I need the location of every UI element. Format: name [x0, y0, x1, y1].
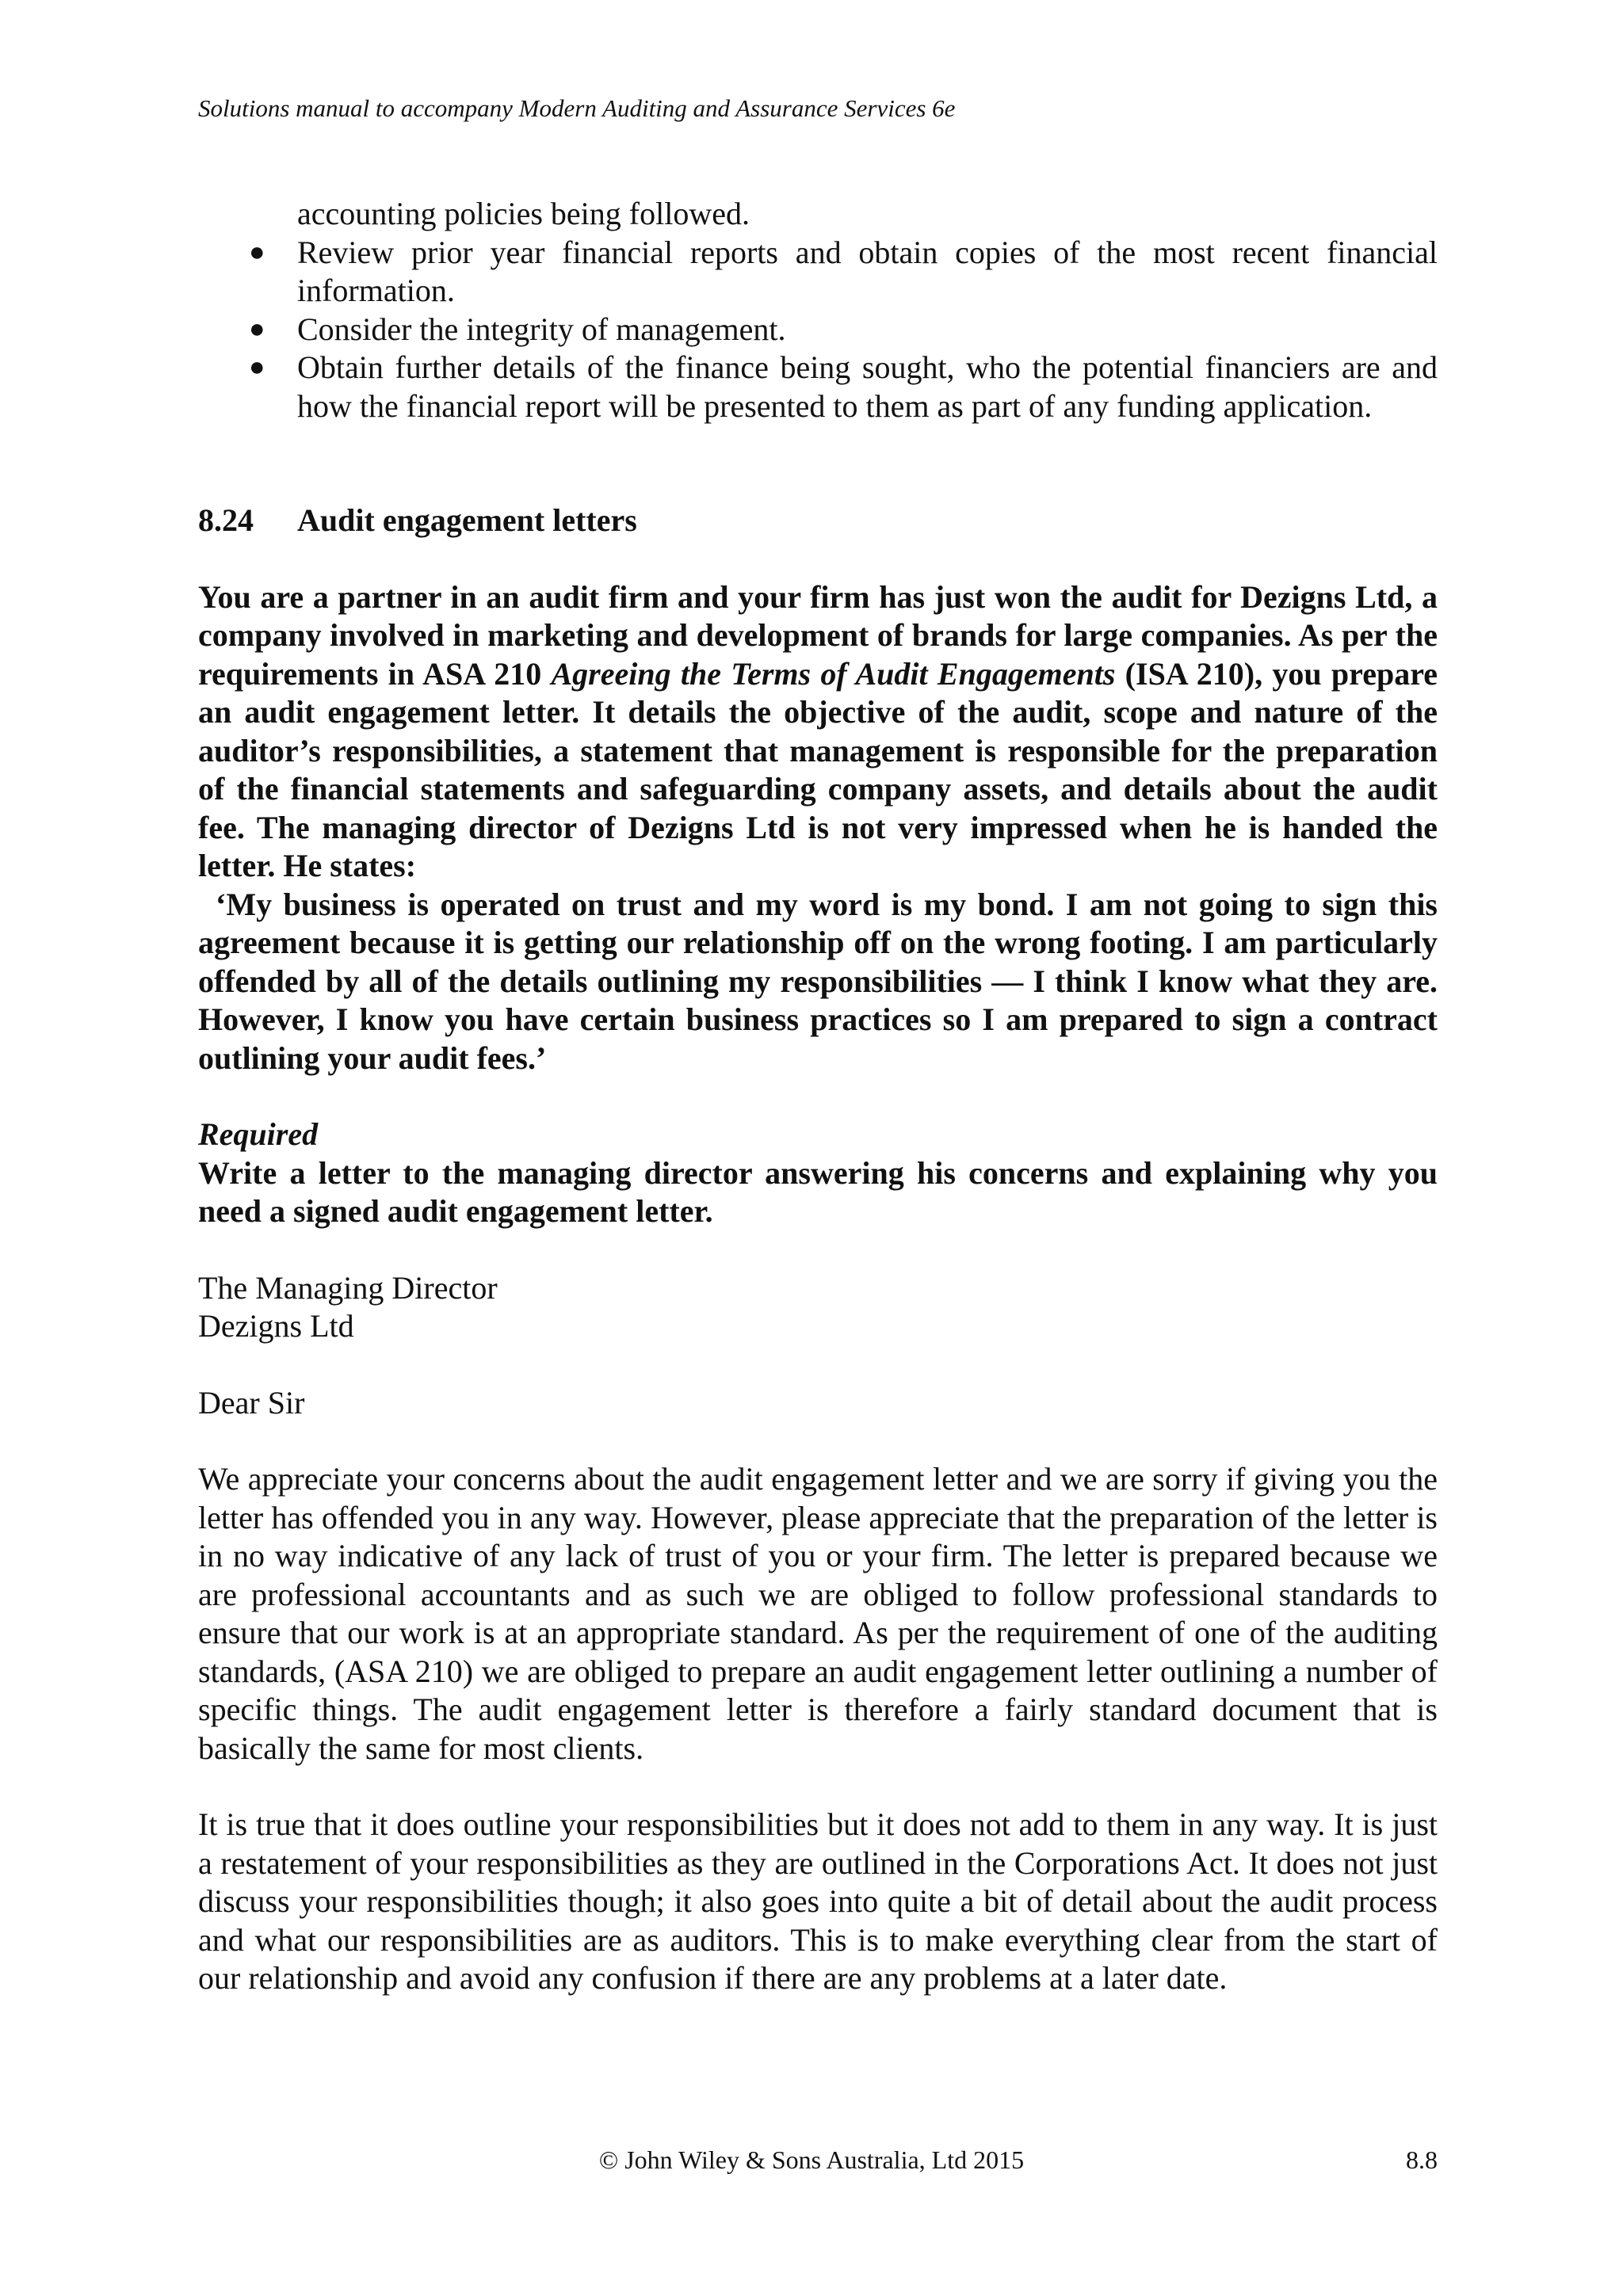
question-text [198, 578, 1438, 886]
list-item [198, 234, 1438, 311]
addressee-line-1: The Managing Director [198, 1269, 498, 1306]
list-item-text: accounting policies being followed. [297, 196, 750, 231]
page-number: 8.8 [1406, 2145, 1438, 2174]
page-content [198, 195, 1438, 1998]
section-heading [198, 502, 1438, 540]
footer-copyright: © John Wiley & Sons Australia, Ltd 2015 [598, 2145, 1025, 2174]
running-header: Solutions manual to accompany Modern Auditing and Assurance Services 6e [198, 94, 956, 122]
letter-paragraph-2: It is true that it does outline your responsibilities but it does not add to them in any way. It is just a restatement of your responsibilities as they are outlined in the Corporations Act. It does not just discuss your responsibilities though; it also goes into quite a bit of detail about the audit process and what our responsibilities are as auditors. This is to make everything clear from the start of our relationship and avoid any confusion if there are any problems at a later date. [198, 1806, 1438, 1996]
list-item-text: Consider the integrity of management. [297, 311, 786, 347]
bullet-list [198, 195, 1438, 425]
letter-paragraph-1: We appreciate your concerns about the audit engagement letter and we are sorry if giving you the letter has offended you in any way. However, please appreciate that the preparation of the letter is in no way indicative of any lack of trust of you or your firm. The letter is prepared because we are professional accountants and as such we are obliged to follow professional standards to ensure that our work is at an appropriate standard. As per the requirement of one of the auditing standards, (ASA 210) we are obliged to prepare an audit engagement letter outlining a number of specific things. The audit engagement letter is therefore a fairly standard document that is basically the same for most clients. [198, 1461, 1438, 1766]
list-item [198, 311, 1438, 349]
bullet-icon: ● [249, 353, 265, 382]
required-text: Write a letter to the managing director answering his concerns and explaining why you need a signed audit engagement letter. [198, 1154, 1438, 1229]
bullet-icon: ● [249, 314, 265, 344]
director-quote: ‘My business is operated on trust and my word is my bond. I am not going to sign this agreement because it is getting our relationship off on the wrong footing. I am particularly offended by all of the details outlining my responsibilities — I think I know what they are. However, I know you have certain business practices so I am prepared to sign a contract outlining your audit fees.’ [198, 886, 1438, 1076]
list-item-text: Obtain further details of the finance being sought, who the potential financiers are and how the financial report will be presented to them as part of any funding application. [297, 349, 1438, 424]
section-title: Audit engagement letters [297, 502, 637, 538]
letter-address [198, 1269, 1438, 1346]
letter-salutation: Dear Sir [198, 1384, 305, 1421]
list-item [198, 349, 1438, 425]
standard-title: Agreeing the Terms of Audit Engagements [551, 655, 1116, 692]
question-part-1: You are a partner in an audit firm and your firm has just won the audit for Dezigns Ltd, a company involved in marketing and development of brands for large companies. As per the requirements in ASA 210 [198, 578, 1438, 692]
bullet-icon: ● [249, 237, 265, 267]
list-item [198, 195, 1438, 234]
section-number: 8.24 [198, 502, 254, 538]
required-label: Required [198, 1116, 319, 1152]
addressee-line-2: Dezigns Ltd [198, 1308, 354, 1344]
list-item-text: Review prior year financial reports and obtain copies of the most recent financial information. [297, 234, 1438, 308]
question-part-2: (ISA 210), you prepare an audit engagement letter. It details the objective of the audit, scope and nature of the auditor’s responsibilities, a statement that management is responsible for the preparation of the financial statements and safeguarding company assets, and details about the audit fee. The managing director of Dezigns Ltd is not very impressed when he is handed the letter. He states: [198, 655, 1438, 883]
